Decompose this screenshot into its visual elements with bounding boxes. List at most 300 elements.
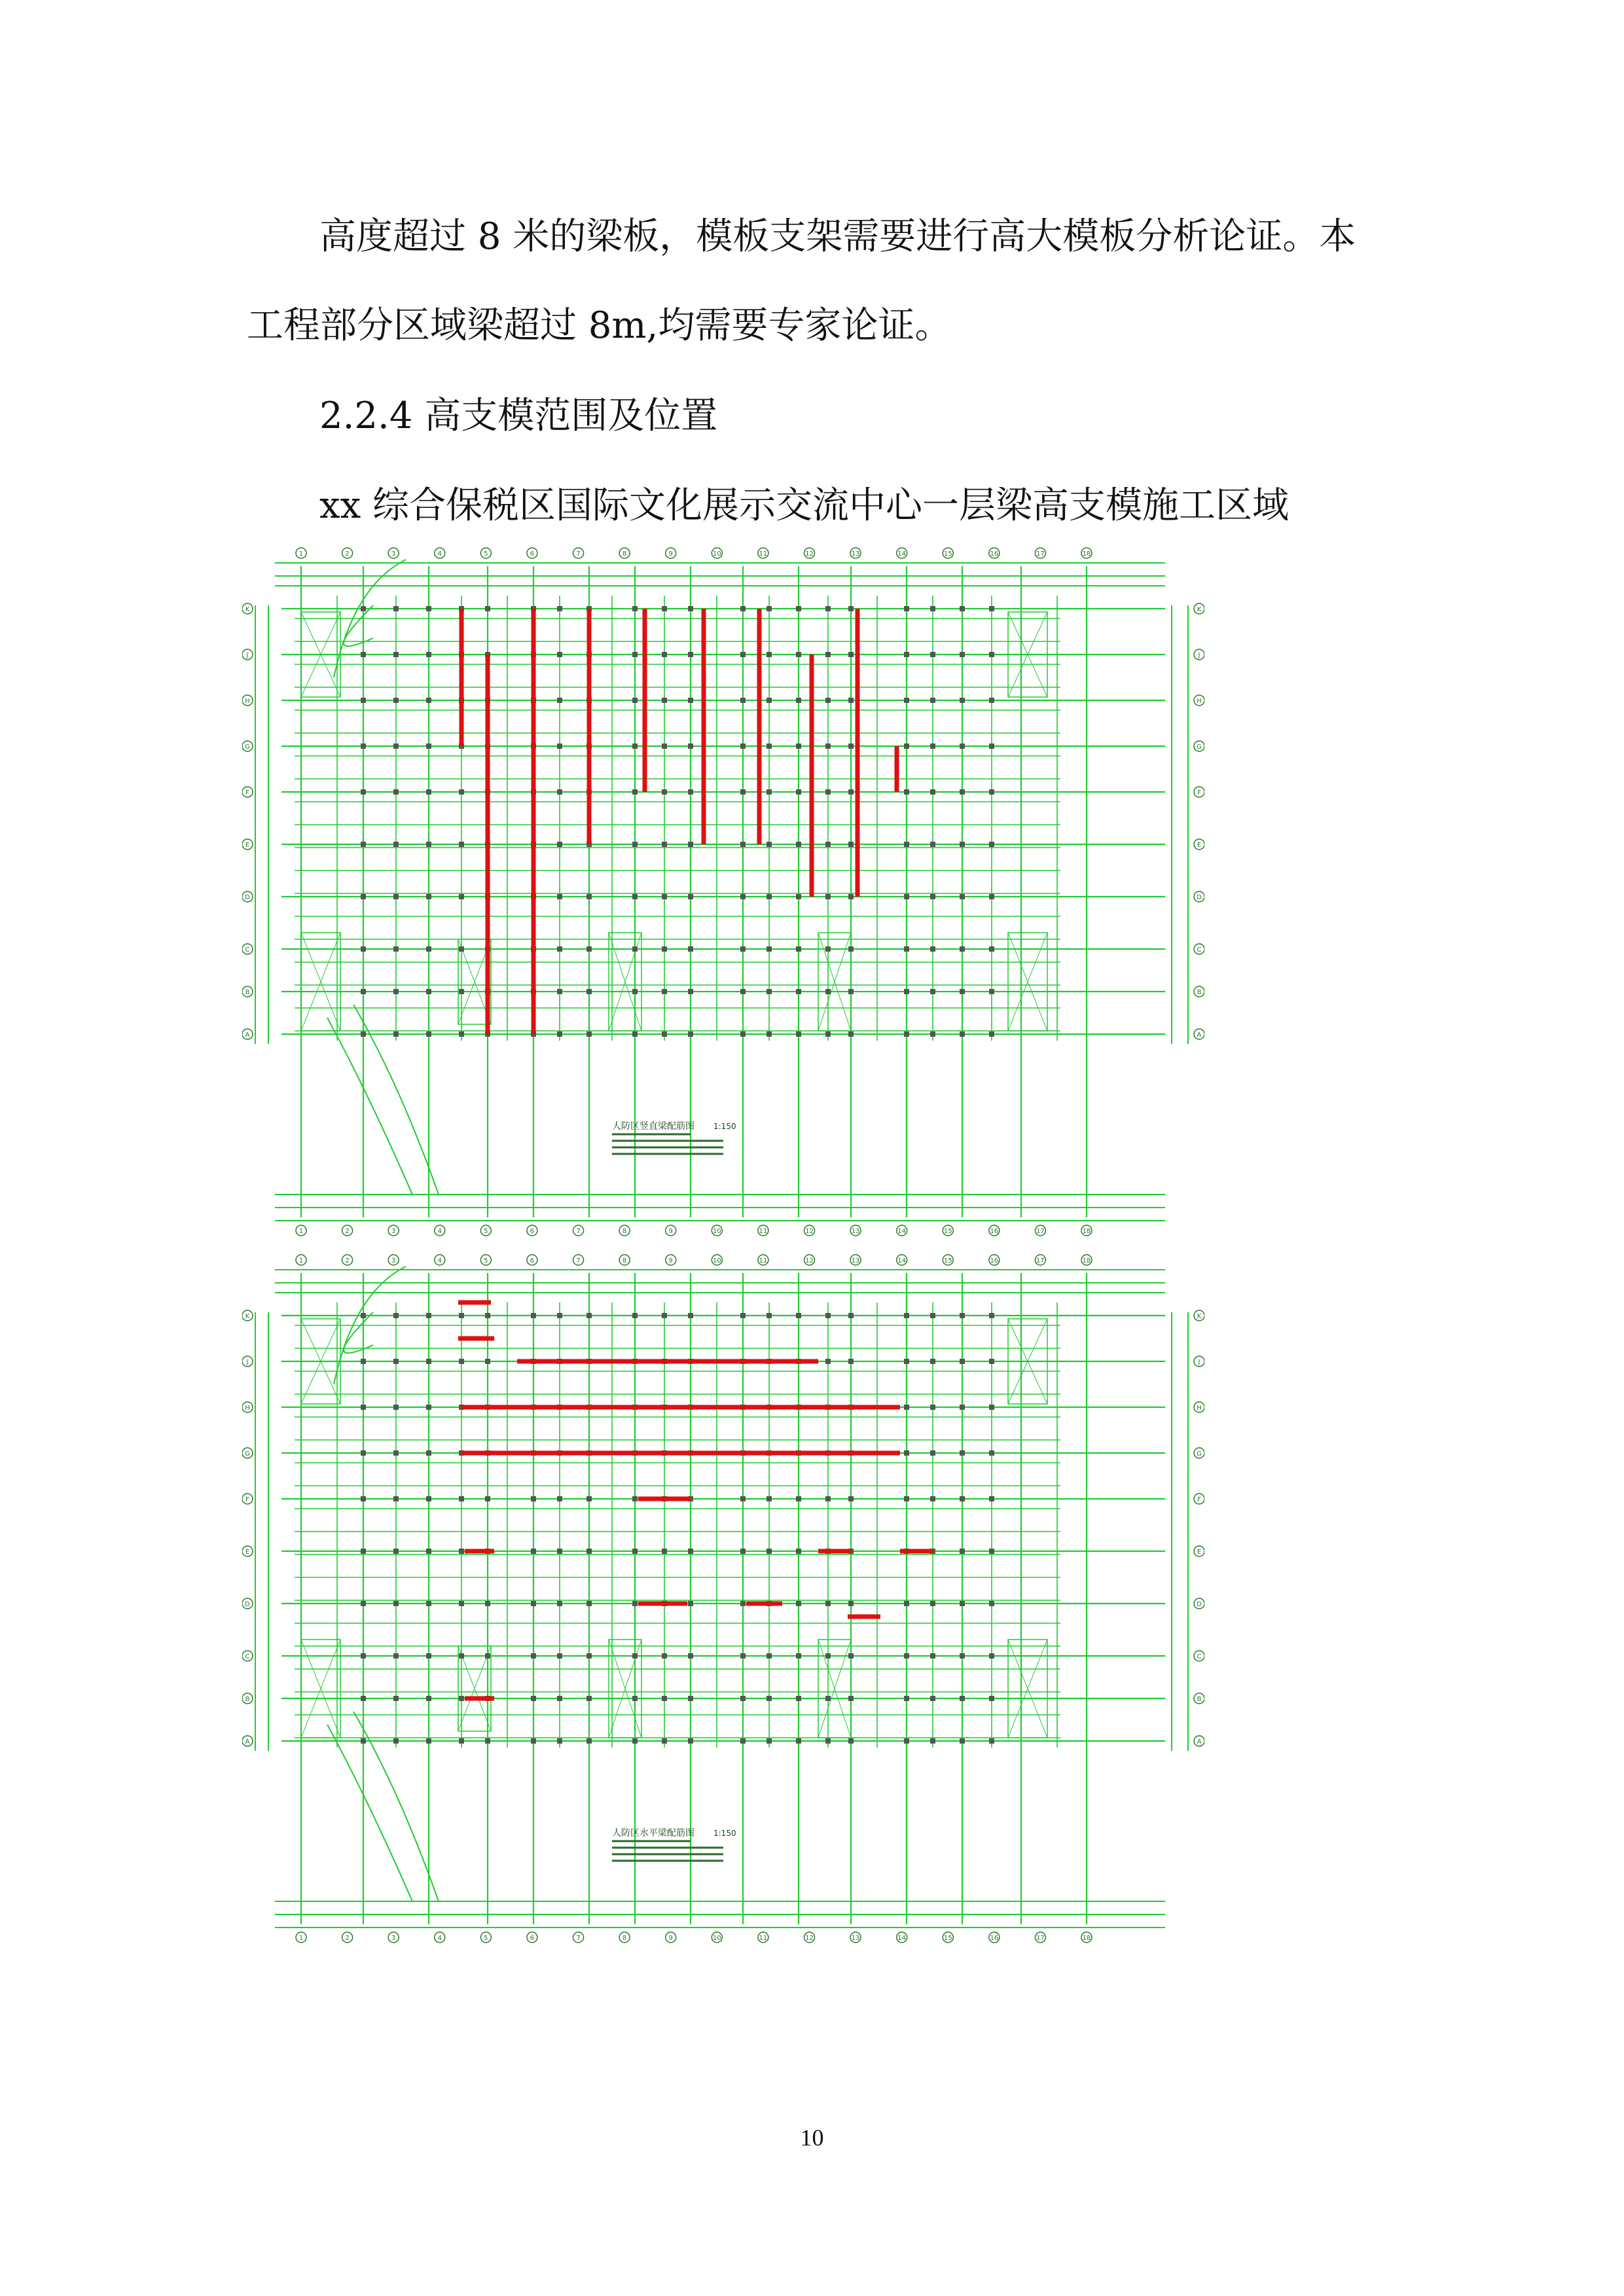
axis-label: D	[245, 894, 250, 901]
structural-column	[904, 894, 909, 899]
structural-column	[989, 744, 994, 749]
structural-column	[848, 1653, 854, 1659]
structural-column	[459, 1696, 464, 1701]
structural-column	[825, 894, 831, 899]
structural-column	[662, 989, 667, 994]
axis-label: F	[1197, 1496, 1201, 1503]
structural-column	[557, 946, 562, 952]
structural-column	[662, 1696, 667, 1701]
axis-label: 4	[437, 550, 442, 558]
structural-column	[426, 698, 431, 703]
structural-column	[960, 1359, 965, 1364]
structural-column	[632, 744, 638, 749]
structural-column	[459, 1738, 464, 1744]
structural-column	[904, 1601, 909, 1606]
structural-column	[767, 1549, 772, 1554]
structural-column	[904, 606, 909, 611]
structural-column	[989, 1601, 994, 1606]
structural-column	[767, 989, 772, 994]
figure-caption: xx 综合保税区国际文化展示交流中心一层梁高支模施工区域	[319, 484, 1289, 527]
structural-column	[485, 1359, 490, 1364]
structural-column	[688, 842, 693, 847]
structural-column	[426, 842, 431, 847]
axis-label: 8	[622, 550, 627, 558]
structural-column	[361, 652, 366, 657]
structural-column	[989, 698, 994, 703]
structural-column	[361, 698, 366, 703]
drawing-title: 人防区水平梁配筋图	[612, 1828, 695, 1839]
structural-column	[393, 698, 399, 703]
structural-column	[989, 652, 994, 657]
structural-column	[796, 1738, 801, 1744]
structural-column	[426, 946, 431, 952]
structural-column	[825, 1738, 831, 1744]
structural-column	[960, 946, 965, 952]
structural-column	[632, 789, 638, 795]
section-heading-2-2-4: 2.2.4 高支模范围及位置	[319, 395, 718, 437]
axis-label: J	[1198, 1359, 1200, 1366]
structural-column	[848, 1313, 854, 1318]
structural-column	[989, 1549, 994, 1554]
structural-column	[632, 1696, 638, 1701]
structural-column	[740, 1601, 746, 1606]
structural-column	[361, 894, 366, 899]
axis-label: 10	[712, 1257, 721, 1265]
axis-label: 3	[391, 550, 396, 558]
structural-column	[989, 989, 994, 994]
structural-column	[796, 789, 801, 795]
axis-label: 5	[484, 1935, 488, 1942]
axis-label: 10	[712, 1228, 721, 1235]
structural-column	[904, 652, 909, 657]
axis-label: K	[245, 1313, 250, 1320]
structural-column	[361, 1549, 366, 1554]
structural-column	[485, 1738, 490, 1744]
axis-label: 7	[576, 1935, 581, 1942]
axis-label: K	[1197, 1313, 1202, 1320]
structural-column	[740, 744, 746, 749]
structural-column	[904, 744, 909, 749]
structural-column	[960, 1738, 965, 1744]
structural-column	[930, 1696, 935, 1701]
structural-column	[393, 1496, 399, 1501]
axis-label: 7	[576, 1228, 581, 1235]
structural-column	[740, 698, 746, 703]
axis-label: H	[245, 1405, 250, 1412]
structural-column	[662, 946, 667, 952]
axis-label: C	[1197, 946, 1202, 954]
structural-column	[960, 1450, 965, 1456]
structural-column	[989, 1450, 994, 1456]
axis-label: 3	[391, 1257, 396, 1265]
structural-column	[557, 842, 562, 847]
structural-column	[557, 744, 562, 749]
structural-column	[459, 842, 464, 847]
axis-label: A	[245, 1031, 250, 1039]
structural-column	[767, 744, 772, 749]
structural-column	[904, 1653, 909, 1659]
axis-label: 8	[622, 1228, 627, 1235]
structural-column	[930, 652, 935, 657]
structural-column	[904, 989, 909, 994]
structural-column	[825, 1359, 831, 1364]
structural-column	[426, 1496, 431, 1501]
structural-column	[960, 894, 965, 899]
structural-column	[904, 1696, 909, 1701]
structural-column	[930, 1496, 935, 1501]
structural-column	[960, 1496, 965, 1501]
structural-column	[426, 1359, 431, 1364]
axis-label: 9	[668, 550, 673, 558]
structural-column	[459, 1601, 464, 1606]
floor-plan-vertical-beams	[242, 547, 1204, 1237]
structural-column	[796, 842, 801, 847]
structural-column	[426, 1313, 431, 1318]
drawing-title: 人防区竖直梁配筋图	[612, 1121, 695, 1132]
structural-column	[767, 1653, 772, 1659]
structural-column	[767, 789, 772, 795]
axis-label: 14	[897, 550, 907, 558]
structural-column	[848, 789, 854, 795]
axis-label: B	[1197, 1696, 1202, 1703]
axis-label: H	[245, 698, 250, 705]
structural-column	[688, 652, 693, 657]
structural-column	[930, 744, 935, 749]
structural-column	[740, 989, 746, 994]
structural-column	[393, 1031, 399, 1037]
structural-column	[662, 606, 667, 611]
structural-column	[930, 1031, 935, 1037]
axis-label: C	[245, 1653, 250, 1660]
structural-column	[989, 789, 994, 795]
structural-column	[960, 1653, 965, 1659]
axis-label: G	[245, 744, 250, 751]
structural-column	[662, 1313, 667, 1318]
structural-column	[740, 1496, 746, 1501]
structural-column	[930, 1653, 935, 1659]
structural-column	[586, 1313, 592, 1318]
structural-column	[796, 1653, 801, 1659]
axis-label: 10	[712, 1935, 721, 1942]
structural-column	[740, 1738, 746, 1744]
structural-column	[632, 842, 638, 847]
structural-column	[586, 946, 592, 952]
axis-label: 6	[530, 1228, 535, 1235]
axis-label: 4	[437, 1257, 442, 1265]
axis-label: 17	[1036, 550, 1045, 558]
structural-column	[767, 652, 772, 657]
structural-column	[960, 789, 965, 795]
structural-column	[361, 1496, 366, 1501]
axis-label: E	[1197, 1549, 1202, 1556]
axis-label: J	[246, 1359, 249, 1366]
structural-column	[848, 1496, 854, 1501]
structural-column	[740, 789, 746, 795]
axis-label: 12	[805, 1935, 814, 1942]
structural-column	[361, 1450, 366, 1456]
structural-column	[632, 894, 638, 899]
axis-label: C	[245, 946, 250, 954]
paragraph-expert-review: 工程部分区域梁超过 8m,均需要专家论证。	[247, 304, 952, 347]
axis-label: 13	[851, 1228, 860, 1235]
axis-label: B	[245, 989, 250, 996]
axis-label: 4	[437, 1935, 442, 1942]
structural-column	[848, 1031, 854, 1037]
structural-column	[989, 1738, 994, 1744]
structural-column	[459, 789, 464, 795]
structural-column	[848, 698, 854, 703]
structural-column	[989, 1313, 994, 1318]
structural-column	[848, 1738, 854, 1744]
axis-label: 17	[1036, 1935, 1045, 1942]
structural-column	[632, 1313, 638, 1318]
structural-column	[688, 1313, 693, 1318]
structural-column	[740, 606, 746, 611]
structural-column	[361, 1653, 366, 1659]
structural-column	[361, 1313, 366, 1318]
structural-column	[767, 1496, 772, 1501]
structural-column	[767, 1696, 772, 1701]
structural-column	[426, 1549, 431, 1554]
axis-label: G	[1197, 744, 1202, 751]
axis-label: 1	[298, 1228, 304, 1235]
structural-column	[361, 1405, 366, 1410]
structural-column	[767, 842, 772, 847]
structural-column	[426, 1696, 431, 1701]
structural-column	[796, 1696, 801, 1701]
axis-label: 18	[1082, 550, 1091, 558]
structural-column	[393, 606, 399, 611]
structural-column	[930, 1405, 935, 1410]
structural-column	[848, 652, 854, 657]
structural-column	[688, 1601, 693, 1606]
structural-column	[989, 1405, 994, 1410]
axis-label: 17	[1036, 1228, 1045, 1235]
structural-column	[688, 606, 693, 611]
structural-column	[662, 1031, 667, 1037]
structural-column	[361, 946, 366, 952]
structural-column	[361, 1738, 366, 1744]
structural-column	[904, 1313, 909, 1318]
structural-column	[361, 842, 366, 847]
structural-column	[989, 1031, 994, 1037]
structural-column	[960, 1549, 965, 1554]
axis-label: 8	[622, 1935, 627, 1942]
axis-label: 15	[943, 1257, 952, 1265]
structural-column	[662, 842, 667, 847]
structural-column	[848, 842, 854, 847]
structural-column	[825, 1313, 831, 1318]
structural-column	[989, 1653, 994, 1659]
axis-label: H	[1197, 1405, 1202, 1412]
structural-column	[960, 1313, 965, 1318]
axis-label: C	[1197, 1653, 1202, 1660]
page-number: 10	[800, 2125, 824, 2151]
structural-column	[393, 1601, 399, 1606]
structural-column	[426, 1031, 431, 1037]
axis-label: 12	[805, 550, 814, 558]
structural-column	[662, 1738, 667, 1744]
structural-column	[904, 1031, 909, 1037]
structural-column	[796, 1031, 801, 1037]
structural-column	[767, 698, 772, 703]
structural-column	[632, 606, 638, 611]
axis-label: 10	[712, 550, 721, 558]
structural-column	[796, 1313, 801, 1318]
structural-column	[361, 1031, 366, 1037]
structural-column	[740, 1696, 746, 1701]
structural-column	[740, 842, 746, 847]
structural-column	[393, 1738, 399, 1744]
structural-column	[531, 1496, 536, 1501]
structural-column	[688, 789, 693, 795]
structural-column	[393, 1696, 399, 1701]
structural-column	[960, 698, 965, 703]
axis-label: 2	[345, 1935, 350, 1942]
axis-label: 1	[298, 550, 304, 558]
structural-column	[989, 946, 994, 952]
structural-column	[586, 1601, 592, 1606]
structural-column	[796, 1601, 801, 1606]
axis-label: 2	[345, 550, 350, 558]
structural-column	[848, 606, 854, 611]
structural-column	[557, 1313, 562, 1318]
structural-column	[960, 989, 965, 994]
axis-label: 5	[484, 1257, 488, 1265]
structural-column	[904, 1738, 909, 1744]
axis-label: 18	[1082, 1257, 1091, 1265]
structural-column	[459, 946, 464, 952]
axis-label: 1	[298, 1935, 304, 1942]
structural-column	[485, 1496, 490, 1501]
axis-label: B	[1197, 989, 1202, 996]
axis-label: G	[1197, 1450, 1202, 1458]
structural-column	[740, 946, 746, 952]
structural-column	[557, 1549, 562, 1554]
axis-label: D	[1197, 894, 1202, 901]
axis-label: H	[1197, 698, 1202, 705]
structural-column	[557, 1496, 562, 1501]
structural-column	[426, 789, 431, 795]
structural-column	[557, 1696, 562, 1701]
structural-column	[459, 1653, 464, 1659]
axis-label: 16	[990, 1257, 999, 1265]
structural-column	[393, 1549, 399, 1554]
axis-label: E	[245, 1549, 250, 1556]
structural-column	[904, 1450, 909, 1456]
axis-label: 18	[1082, 1228, 1091, 1235]
structural-column	[586, 1031, 592, 1037]
axis-label: E	[1197, 842, 1202, 849]
structural-column	[531, 1601, 536, 1606]
structural-column	[632, 1496, 638, 1501]
axis-label: 5	[484, 1228, 488, 1235]
structural-column	[848, 989, 854, 994]
structural-column	[796, 744, 801, 749]
structural-column	[930, 1738, 935, 1744]
axis-label: D	[1197, 1601, 1202, 1608]
structural-column	[848, 1601, 854, 1606]
structural-column	[361, 989, 366, 994]
axis-label: A	[1197, 1738, 1202, 1746]
structural-column	[586, 1496, 592, 1501]
axis-label: 12	[805, 1228, 814, 1235]
axis-label: 9	[668, 1257, 673, 1265]
structural-column	[557, 606, 562, 611]
structural-column	[557, 1738, 562, 1744]
structural-column	[825, 1496, 831, 1501]
axis-label: 12	[805, 1257, 814, 1265]
structural-column	[459, 989, 464, 994]
drawing-scale: 1:150	[713, 1829, 736, 1838]
axis-label: 17	[1036, 1257, 1045, 1265]
structural-column	[688, 744, 693, 749]
structural-column	[825, 698, 831, 703]
structural-column	[989, 1359, 994, 1364]
axis-label: 8	[622, 1257, 627, 1265]
axis-label: 16	[990, 1228, 999, 1235]
structural-column	[531, 1549, 536, 1554]
structural-column	[393, 1653, 399, 1659]
structural-column	[930, 1450, 935, 1456]
axis-label: 4	[437, 1228, 442, 1235]
structural-column	[740, 894, 746, 899]
structural-column	[825, 842, 831, 847]
structural-column	[459, 1496, 464, 1501]
structural-column	[796, 1496, 801, 1501]
structural-column	[459, 894, 464, 899]
structural-column	[904, 789, 909, 795]
structural-column	[989, 1496, 994, 1501]
structural-column	[796, 606, 801, 611]
axis-label: G	[245, 1450, 250, 1458]
structural-column	[632, 1549, 638, 1554]
structural-column	[662, 744, 667, 749]
structural-column	[740, 1031, 746, 1037]
axis-label: 15	[943, 1935, 952, 1942]
axis-label: J	[1198, 652, 1200, 659]
axis-label: 3	[391, 1228, 396, 1235]
structural-column	[767, 894, 772, 899]
structural-column	[393, 1313, 399, 1318]
structural-column	[557, 894, 562, 899]
structural-column	[586, 1549, 592, 1554]
structural-column	[426, 894, 431, 899]
structural-column	[960, 1601, 965, 1606]
structural-column	[426, 744, 431, 749]
structural-column	[740, 1653, 746, 1659]
structural-column	[632, 1601, 638, 1606]
axis-label: F	[1197, 789, 1201, 797]
structural-column	[825, 1031, 831, 1037]
structural-column	[825, 652, 831, 657]
structural-column	[825, 744, 831, 749]
structural-column	[848, 946, 854, 952]
structural-column	[361, 744, 366, 749]
structural-column	[930, 606, 935, 611]
structural-column	[393, 1359, 399, 1364]
structural-column	[393, 1450, 399, 1456]
structural-column	[393, 989, 399, 994]
structural-column	[904, 1405, 909, 1410]
structural-column	[586, 989, 592, 994]
axis-label: J	[246, 652, 249, 659]
structural-column	[904, 946, 909, 952]
structural-column	[459, 1359, 464, 1364]
structural-column	[557, 989, 562, 994]
structural-column	[426, 606, 431, 611]
structural-column	[767, 946, 772, 952]
